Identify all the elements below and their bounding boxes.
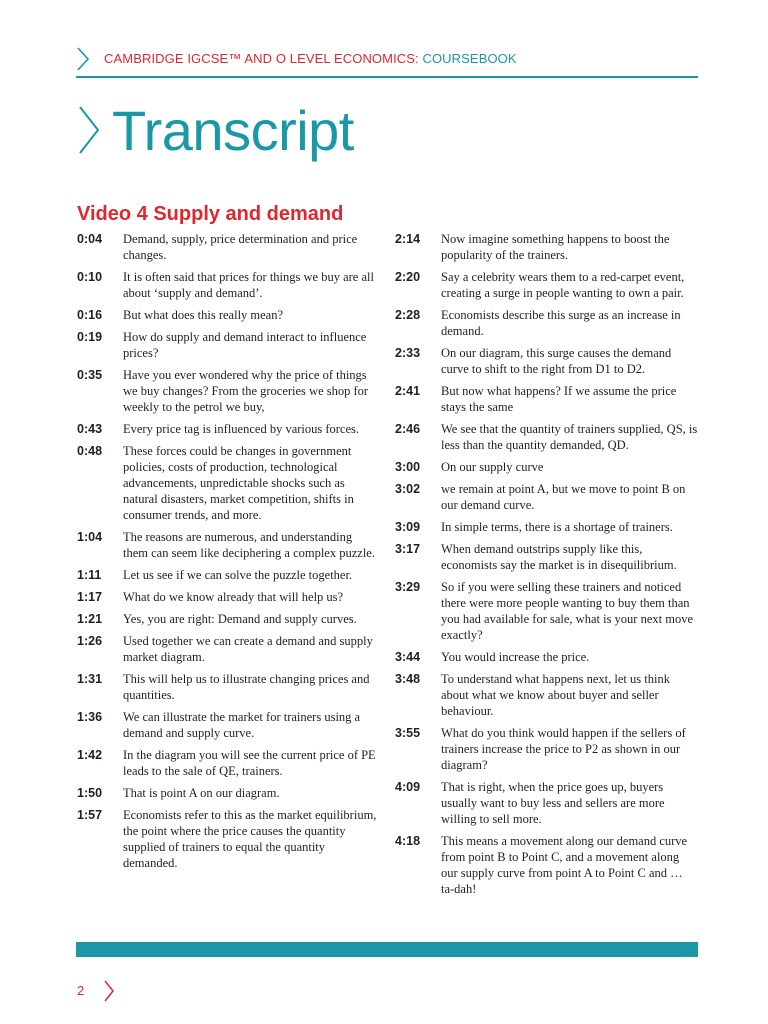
transcript-entry [77, 367, 379, 415]
timestamp: 2:28 [395, 308, 421, 322]
timestamp: 2:41 [395, 384, 421, 398]
transcript-text: Economists describe this surge as an increase in demand. [441, 308, 681, 338]
transcript-entry [77, 709, 379, 741]
transcript-text: It is often said that prices for things we buy are all about ‘supply and demand’. [123, 270, 374, 300]
timestamp: 3:09 [395, 520, 421, 534]
transcript-entry [395, 671, 698, 719]
transcript-entry [77, 611, 379, 627]
timestamp: 1:21 [77, 612, 103, 626]
transcript-text: What do we know already that will help us? [123, 590, 344, 604]
timestamp: 2:33 [395, 346, 421, 360]
timestamp: 3:00 [395, 460, 421, 474]
timestamp: 1:11 [77, 568, 102, 582]
transcript-entry [395, 833, 698, 897]
transcript-text: Economists refer to this as the market equilibrium, the point where the price causes the quantity supplied of trainers to equal the quantity demanded. [123, 808, 377, 870]
transcript-entry [395, 541, 698, 573]
transcript-entry [395, 307, 698, 339]
transcript-entry [395, 345, 698, 377]
transcript-entry [77, 589, 379, 605]
transcript-entry [395, 649, 698, 665]
timestamp: 0:16 [77, 308, 103, 322]
timestamp: 1:26 [77, 634, 103, 648]
transcript-text: This will help us to illustrate changing prices and quantities. [123, 672, 370, 702]
chevron-right-icon [76, 47, 90, 71]
chevron-right-icon [103, 980, 115, 1002]
transcript-text: You would increase the price. [441, 650, 590, 664]
timestamp: 1:17 [77, 590, 103, 604]
transcript-text: But what does this really mean? [123, 308, 284, 322]
transcript-entry [395, 579, 698, 643]
transcript-text: On our supply curve [441, 460, 544, 474]
transcript-entry [395, 725, 698, 773]
transcript-entry [395, 383, 698, 415]
timestamp: 2:46 [395, 422, 421, 436]
timestamp: 1:04 [77, 530, 103, 544]
transcript-entry [77, 231, 379, 263]
timestamp: 3:55 [395, 726, 421, 740]
transcript-entry [395, 481, 698, 513]
transcript-entry [77, 269, 379, 301]
transcript-entry [395, 519, 698, 535]
transcript-entry [77, 329, 379, 361]
timestamp: 3:48 [395, 672, 421, 686]
timestamp: 4:09 [395, 780, 421, 794]
transcript-entry [395, 779, 698, 827]
header-title-accent: COURSEBOOK [422, 51, 517, 66]
transcript-text: we remain at point A, but we move to point B on our demand curve. [441, 482, 686, 512]
timestamp: 3:17 [395, 542, 421, 556]
timestamp: 1:42 [77, 748, 103, 762]
transcript-column-left [77, 231, 379, 877]
transcript-text: When demand outstrips supply like this, economists say the market is in disequilibrium. [441, 542, 677, 572]
transcript-entry [77, 307, 379, 323]
transcript-text: How do supply and demand interact to influence prices? [123, 330, 367, 360]
transcript-entry [77, 633, 379, 665]
timestamp: 1:57 [77, 808, 103, 822]
timestamp: 0:19 [77, 330, 103, 344]
transcript-text: These forces could be changes in government policies, costs of production, technological advancements, unpredictable shocks such as natural disasters, market competition, shifts in consumer trends, and more. [123, 444, 354, 522]
timestamp: 2:20 [395, 270, 421, 284]
transcript-entry [395, 269, 698, 301]
transcript-text: Every price tag is influenced by various forces. [123, 422, 360, 436]
transcript-text: On our diagram, this surge causes the demand curve to shift to the right from D1 to D2. [441, 346, 672, 376]
timestamp: 4:18 [395, 834, 421, 848]
section-title: Video 4 Supply and demand [77, 203, 344, 225]
transcript-column-right [395, 231, 698, 903]
transcript-text: What do you think would happen if the sellers of trainers increase the price to P2 as shown in our diagram? [441, 726, 686, 772]
footer-bar [76, 942, 698, 957]
transcript-entry [77, 529, 379, 561]
timestamp: 3:29 [395, 580, 421, 594]
running-header [104, 51, 517, 66]
transcript-text: The reasons are numerous, and understanding them can seem like deciphering a complex puzzle. [123, 530, 375, 560]
chevron-right-icon [77, 105, 101, 155]
timestamp: 1:36 [77, 710, 103, 724]
timestamp: 0:35 [77, 368, 103, 382]
timestamp: 0:04 [77, 232, 103, 246]
header-title-prefix: CAMBRIDGE IGCSE™ AND O LEVEL ECONOMICS: [104, 51, 423, 66]
transcript-text: We can illustrate the market for trainers using a demand and supply curve. [123, 710, 361, 740]
transcript-text: Have you ever wondered why the price of things we buy changes? From the groceries we shop for weekly to the petrol we buy, [123, 368, 369, 414]
transcript-text: Say a celebrity wears them to a red-carpet event, creating a surge in people wanting to own a pair. [441, 270, 685, 300]
transcript-text: So if you were selling these trainers and noticed there were more people wanting to buy them than you had available for sale, what is your next move exactly? [441, 580, 694, 642]
transcript-entry [77, 785, 379, 801]
transcript-text: Let us see if we can solve the puzzle together. [123, 568, 353, 582]
transcript-entry [77, 671, 379, 703]
page-title: Transcript [112, 99, 354, 162]
transcript-text: Yes, you are right: Demand and supply curves. [123, 612, 357, 626]
timestamp: 0:43 [77, 422, 103, 436]
transcript-entry [395, 421, 698, 453]
timestamp: 0:10 [77, 270, 103, 284]
timestamp: 1:31 [77, 672, 103, 686]
transcript-entry [395, 231, 698, 263]
transcript-entry [395, 459, 698, 475]
transcript-text: That is point A on our diagram. [123, 786, 280, 800]
transcript-text: Demand, supply, price determination and price changes. [123, 232, 358, 262]
transcript-entry [77, 443, 379, 523]
transcript-text: This means a movement along our demand curve from point B to Point C, and a movement along our supply curve from point A to Point C and … ta-dah! [441, 834, 688, 896]
transcript-text: We see that the quantity of trainers supplied, QS, is less than the quantity demanded, QD. [441, 422, 698, 452]
timestamp: 2:14 [395, 232, 421, 246]
timestamp: 1:50 [77, 786, 103, 800]
header-divider [76, 76, 698, 78]
transcript-text: But now what happens? If we assume the price stays the same [441, 384, 677, 414]
transcript-text: In the diagram you will see the current price of PE leads to the sale of QE, trainers. [123, 748, 376, 778]
transcript-entry [77, 421, 379, 437]
transcript-text: That is right, when the price goes up, buyers usually want to buy less and sellers are more willing to sell more. [441, 780, 665, 826]
timestamp: 3:44 [395, 650, 421, 664]
transcript-entry [77, 807, 379, 871]
transcript-text: In simple terms, there is a shortage of trainers. [441, 520, 673, 534]
transcript-entry [77, 567, 379, 583]
timestamp: 3:02 [395, 482, 421, 496]
transcript-entry [77, 747, 379, 779]
transcript-text: Now imagine something happens to boost the popularity of the trainers. [441, 232, 670, 262]
transcript-text: Used together we can create a demand and supply market diagram. [123, 634, 373, 664]
timestamp: 0:48 [77, 444, 103, 458]
page-number: 2 [77, 983, 85, 998]
transcript-text: To understand what happens next, let us think about what we know about buyer and seller behaviour. [441, 672, 670, 718]
